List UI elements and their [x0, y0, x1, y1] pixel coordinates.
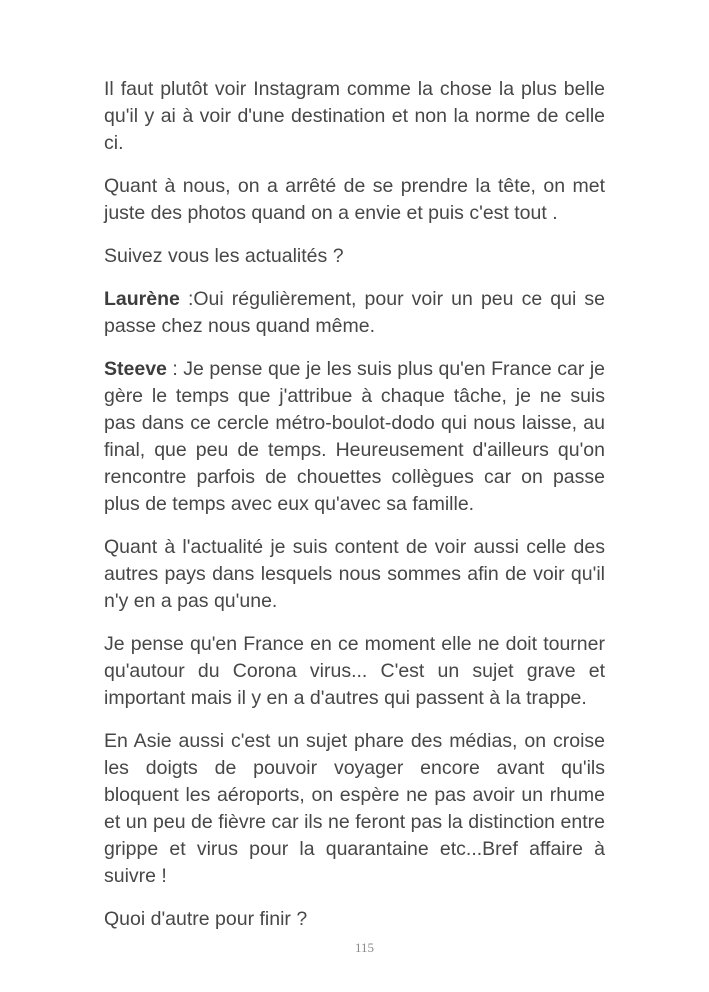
paragraph [104, 76, 605, 157]
paragraph-text: Il faut plutôt voir Instagram comme la chose la plus belle qu'il y ai à voir d'une destination et non la norme de celle ci. [104, 78, 605, 154]
paragraph-text: Quant à l'actualité je suis content de voir aussi celle des autres pays dans lesquels nous sommes afin de voir qu'il n'y en a pas qu'une. [104, 536, 605, 612]
paragraph [104, 631, 605, 712]
page-content [104, 76, 605, 949]
paragraph [104, 728, 605, 890]
paragraph-text: Quoi d'autre pour finir ? [104, 908, 308, 930]
paragraph [104, 173, 605, 227]
paragraph [104, 286, 605, 340]
paragraph-text: En Asie aussi c'est un sujet phare des médias, on croise les doigts de pouvoir voyager encore avant qu'ils bloquent les aéroports, on espère ne pas avoir un rhume et un peu de fièvre car ils ne feront pas la distinction entre grippe et virus pour la quarantaine etc...Bref affaire à suivre ! [104, 730, 605, 887]
page-number: 115 [354, 940, 375, 955]
paragraph-text: : Je pense que je les suis plus qu'en France car je gère le temps que j'attribue à chaque tâche, je ne suis pas dans ce cercle métro-boulot-dodo qui nous laisse, au final, que peu de temps. Heureusement d'ailleurs qu'on rencontre parfois de chouettes collègues car on passe plus de temps avec eux qu'avec sa famille. [104, 358, 605, 515]
paragraph [104, 534, 605, 615]
paragraph-text: :Oui régulièrement, pour voir un peu ce qui se passe chez nous quand même. [104, 288, 605, 337]
paragraph-question [104, 243, 605, 270]
paragraph-question [104, 906, 605, 933]
paragraph [104, 356, 605, 518]
speaker-name: Steeve [104, 358, 167, 380]
paragraph-text: Je pense qu'en France en ce moment elle ne doit tourner qu'autour du Corona virus... C'est un sujet grave et important mais il y en a d'autres qui passent à la trappe. [104, 633, 605, 709]
paragraph-text: Suivez vous les actualités ? [104, 245, 344, 267]
speaker-name: Laurène [104, 288, 180, 310]
paragraph-text: Quant à nous, on a arrêté de se prendre la tête, on met juste des photos quand on a envie et puis c'est tout . [104, 175, 605, 224]
